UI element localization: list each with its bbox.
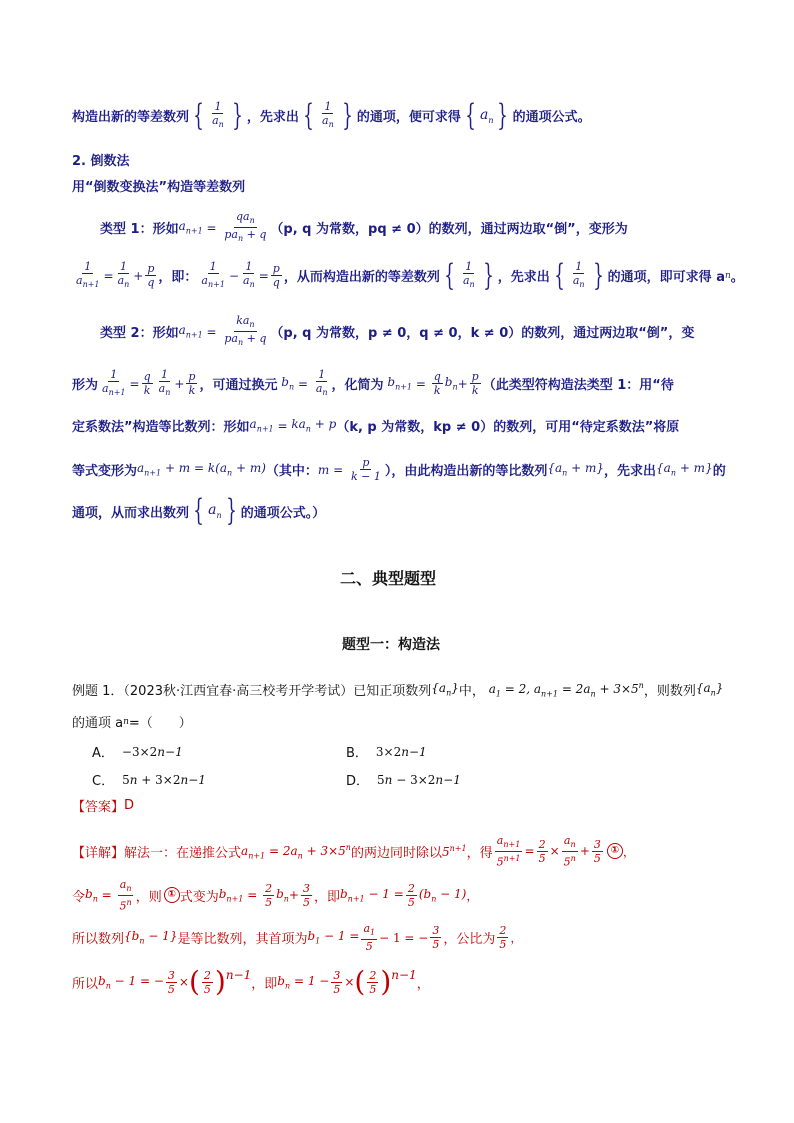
section-title: [72, 150, 130, 169]
detail-label: 【详解】: [72, 845, 125, 861]
intro-text-2: ，先求出: [246, 110, 299, 126]
example-end: ，则数列: [643, 684, 696, 699]
type2-line4-e: 的: [712, 464, 726, 479]
fraction-p-over-k: $\frac{p}{k}$: [188, 370, 196, 398]
detail-3b: 是等比数列，其首项为: [177, 932, 308, 948]
detail-4a: 所以: [72, 976, 99, 992]
answer-value: D: [124, 798, 135, 813]
type2-line5-a: 通项，从而求出数列: [72, 505, 190, 521]
intro-text-4: 的通项公式。: [512, 110, 591, 126]
example-label: 例题 1．（2023秋·江西宜春·高三校考开学考试）已知正项数列: [72, 684, 432, 699]
detail-3a: 所以数列: [72, 932, 125, 948]
example-line: 例题 1．（2023秋·江西宜春·高三校考开学考试）已知正项数列 $\{a_n\}$ 中， $a_1 = 2$, $a_{n+1} = 2a_n + 3\times 5^n$ ，则数列 $\{a_n\}$: [72, 680, 724, 699]
type2-line4-b: （其中：: [265, 464, 318, 479]
circled-one-icon: ①: [607, 843, 623, 859]
type2-line5-b: 的通项公式。）: [240, 505, 326, 521]
detail-2b: ，则: [135, 889, 162, 905]
type2-line4-d: ，先求出: [604, 464, 657, 479]
type1-label: 类型 1：形如: [100, 222, 179, 238]
type1-line2-b: ，从而构造出新的等差数列: [283, 270, 440, 286]
left-brace-icon: {: [444, 257, 455, 293]
option-letter: B．: [346, 746, 368, 761]
answer-line: [72, 796, 134, 815]
type1-line2-d: 的通项，即可求得 a: [607, 270, 725, 286]
type2-line3-b: （k, p 为常数，kp ≠ 0）的数列，可用“待定系数法”将原: [336, 420, 680, 435]
left-brace-icon: {: [193, 493, 204, 528]
option-b[interactable]: B． 3×2 n−1: [346, 742, 427, 761]
detail-4c: ，: [416, 976, 430, 992]
fraction-p-over-k: $\frac{p}{k}$: [471, 370, 479, 398]
option-c[interactable]: C． 5 n + 3×2 n−1: [92, 770, 206, 789]
detail-2d: ，即: [313, 889, 340, 905]
option-letter: A．: [92, 746, 114, 761]
right-brace-icon: }: [225, 493, 237, 528]
type2-line3: 定系数法”构造等比数列：形如 $a_{n+1}$ = $ka_n + p$ （k, p 为常数，kp ≠ 0）的数列，可用“待定系数法”将原: [72, 417, 680, 435]
type1-line2-a: ，即：: [158, 270, 198, 286]
fraction-p-over-k-minus-1: $\frac{p}{k - 1}$: [350, 456, 381, 483]
example-line2: 的通项 a n =（ ）: [72, 712, 192, 731]
option-a[interactable]: A． −3×2 n−1: [92, 742, 183, 761]
section-subtitle-text: 用“倒数变换法”构造等差数列: [72, 180, 246, 195]
right-brace-icon: }: [592, 257, 604, 293]
fraction-type1: $\frac{qa_n}{pa_n + q}$: [224, 210, 267, 244]
detail-1b: 的两边同时除以: [350, 845, 442, 861]
detail-2a: 令: [72, 889, 86, 905]
option-expr: −3×2: [121, 744, 158, 759]
section-title-text: 2. 倒数法: [72, 154, 130, 169]
type2-line4: 等式变形为 $a_{n+1} + m = k(a_n + m)$ （其中： m = $\frac{p}{k - 1}$ ），由此构造出新的等比数列 $\{a_n + m\}$ ，先求出 $\{a_n + m\}$ 的: [72, 456, 726, 483]
example-line2-text: 的通项 a: [72, 716, 124, 731]
left-brace-icon: {: [193, 97, 204, 133]
detail-1c: ，得: [466, 845, 493, 861]
fraction-1-over-an: $\frac{1}{a_n}$: [158, 368, 171, 398]
right-brace-icon: }: [342, 97, 353, 133]
right-brace-icon: }: [497, 97, 509, 133]
option-expr: 5: [377, 772, 385, 787]
type2-line2-b: ，可通过换元: [199, 378, 278, 394]
example-mid: 中，: [458, 684, 485, 699]
intro-line: [72, 97, 591, 133]
math-an: $a_n$: [479, 106, 494, 125]
type2-line2-d: （此类型符构造法类型 1：用“待: [482, 378, 674, 394]
fraction-1-over-an: $\frac{1}{a_n}$: [322, 100, 334, 130]
type2-line2-a: 形为: [72, 378, 99, 394]
intro-text-1: 构造出新的等差数列: [72, 110, 190, 126]
type2-line2: 形为 $\frac{1}{a_{n+1}}$ = $\frac{q}{k}$ $\frac{1}{a_n}$ + $\frac{p}{k}$ ，可通过换元 $b_n$ = $\frac{1}{a_n}$ ，化简为 $b_{n+1}$ = $\frac{q}{k}$ $b_n$ + $\frac{p}{k}$ （此类型符构造法类型 1：用“待: [72, 368, 674, 398]
fraction-1-over-an: $\frac{1}{a_n}$: [117, 260, 130, 290]
fraction-1-over-an1: $\frac{1}{a_{n+1}}$: [201, 260, 225, 290]
detail-3c: ，公比为: [443, 932, 496, 948]
type2-line4-a: 等式变形为: [72, 464, 138, 479]
detail-4b: ，即: [251, 976, 278, 992]
option-letter: D．: [346, 774, 370, 789]
section-subtitle: [72, 176, 245, 195]
type2-line4-c: ），由此构造出新的等比数列: [384, 464, 548, 479]
type2-label: 类型 2：形如: [100, 326, 179, 342]
left-brace-icon: {: [303, 97, 314, 133]
circled-one-icon: ①: [164, 887, 180, 903]
type2-line3-a: 定系数法”构造等比数列：形如: [72, 420, 250, 435]
fraction-1-over-an: $\frac{1}{a_n}$: [462, 260, 475, 290]
fraction-1-over-an: $\frac{1}{a_n}$: [212, 100, 224, 130]
section-heading: 二、典型题型: [340, 569, 437, 588]
left-brace-icon: {: [465, 97, 476, 133]
fraction-1-over-an: $\frac{1}{a_n}$: [572, 260, 585, 290]
option-expr: 5: [122, 772, 130, 787]
type2-line: 类型 2：形如 $a_{n+1}$ = $\frac{ka_n}{pa_n + q}$ （p, q 为常数，p ≠ 0，q ≠ 0，k ≠ 0）的数列，通过两边取“倒”，变: [100, 314, 695, 348]
fraction-q-over-k: $\frac{q}{k}$: [143, 370, 151, 398]
option-expr: 3×2: [375, 744, 402, 759]
fraction-type2: $\frac{ka_n}{pa_n + q}$: [224, 314, 267, 348]
type2-condition: （p, q 为常数，p ≠ 0，q ≠ 0，k ≠ 0）的数列，通过两边取“倒”，变: [270, 326, 695, 342]
right-brace-icon: }: [232, 97, 243, 133]
fraction-p-over-q: $\frac{p}{q}$: [147, 262, 155, 290]
left-brace-icon: {: [554, 257, 565, 293]
type2-line5: 通项，从而求出数列 { $a_n$ } 的通项公式。）: [72, 493, 326, 528]
type1-line2-end: 。: [730, 270, 744, 286]
type1-line2: $\frac{1}{a_{n+1}}$ = $\frac{1}{a_n}$ + $\frac{p}{q}$ ，即： $\frac{1}{a_{n+1}}$ − $\frac{1}{a_n}$ = $\frac{p}{q}$ ，从而构造出新的等差数列 { $\frac{1}{a_n}$ } ，先求出 { $\frac{1}{a_n}$ } 的通项，即可求得 a n 。: [76, 257, 744, 293]
fraction-1-over-an: $\frac{1}{a_n}$: [315, 368, 328, 398]
fraction-1-over-an1: $\frac{1}{a_{n+1}}$: [76, 260, 100, 290]
detail-line1: 【详解】 解法一：在递推公式 $a_{n+1} = 2a_n + 3\times 5^n$ 的两边同时除以 $5^{n+1}$ ，得 $\frac{a_{n+1}}{5^{n+1}}$ = $\frac{2}{5}$ × $\frac{a_n}{5^n}$ + $\frac{3}{5}$ ① ，: [72, 834, 635, 869]
sub-heading: 题型一：构造法: [342, 637, 440, 653]
detail-1a: 解法一：在递推公式: [124, 845, 242, 861]
option-d[interactable]: D． 5 n − 3×2 n−1: [346, 770, 461, 789]
fraction-1-over-an: $\frac{1}{a_n}$: [243, 260, 255, 290]
detail-line2: 令 $b_n$ = $\frac{a_n}{5^n}$ ，则 ① 式变为 $b_{n+1}$ = $\frac{2}{5}$ $b_n$ + $\frac{3}{5}$ ，即 $b_{n+1} - 1$ = $\frac{2}{5}$ $(b_n - 1)$ ，: [72, 878, 479, 913]
detail-2c: 式变为: [179, 889, 219, 905]
example-line2-end: =（ ）: [128, 716, 192, 731]
type1-condition: （p, q 为常数，pq ≠ 0）的数列，通过两边取“倒”，变形为: [270, 222, 628, 238]
fraction-q-over-k: $\frac{q}{k}$: [433, 370, 441, 398]
type2-line2-c: ，化简为: [331, 378, 384, 394]
detail-line4: 所以 $b_n - 1$ = − $\frac{3}{5}$ × ( $\frac{2}{5}$ ) n−1 ，即 $b_n = 1$ − $\frac{3}{5}$ × ( $\frac{2}{5}$ ) n−1 ，: [72, 965, 430, 998]
fraction-1-over-an1: $\frac{1}{a_{n+1}}$: [102, 368, 126, 398]
intro-text-3: 的通项，便可求得: [356, 110, 461, 126]
type1-line: 类型 1：形如 $a_{n+1}$ = $\frac{qa_n}{pa_n + q}$ （p, q 为常数，pq ≠ 0）的数列，通过两边取“倒”，变形为: [100, 210, 628, 244]
right-brace-icon: }: [482, 257, 494, 293]
detail-line3: 所以数列 $\{b_n - 1\}$ 是等比数列，其首项为 $b_1 - 1$ = $\frac{a_1}{5}$ − 1 = − $\frac{3}{5}$ ，公比为 $\frac{2}{5}$ ，: [72, 922, 523, 954]
math-an1: $a_{n+1}$: [178, 219, 203, 236]
type1-line2-c: ，先求出: [497, 270, 550, 286]
fraction-p-over-q: $\frac{p}{q}$: [272, 262, 280, 290]
math-an1: $a_{n+1}$: [178, 323, 203, 340]
option-letter: C．: [92, 774, 115, 789]
answer-label: 【答案】: [72, 800, 125, 815]
